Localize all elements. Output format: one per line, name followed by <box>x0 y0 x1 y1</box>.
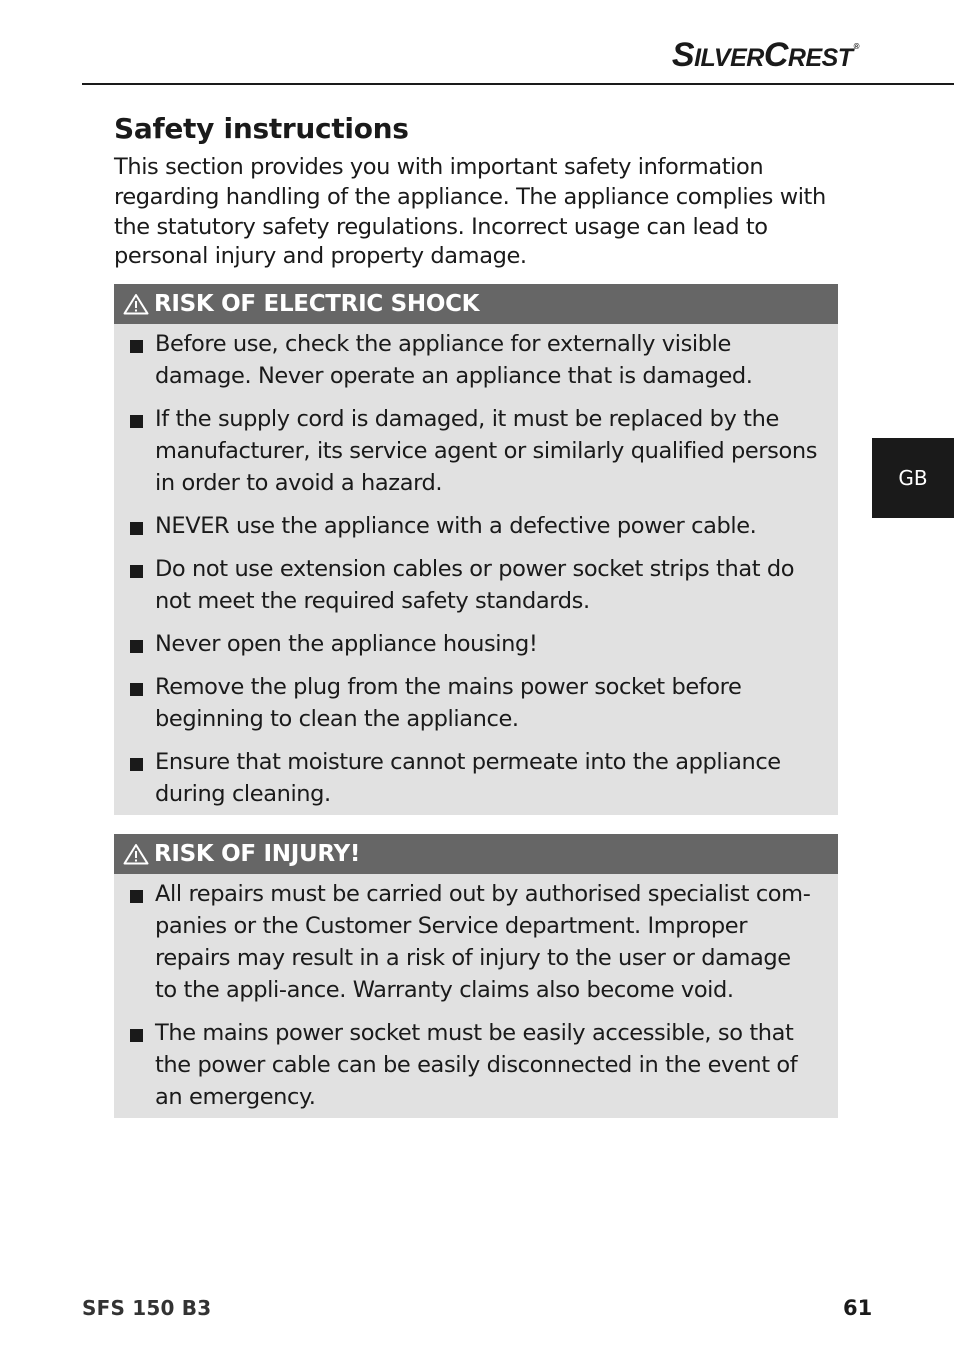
list-item: The mains power socket must be easily accessible, so that the power cable can be easily disconnected in the event of an emergency. <box>128 1017 818 1113</box>
list-item: Remove the plug from the mains power socket before beginning to clean the appliance. <box>128 671 818 735</box>
warning-triangle-icon <box>123 293 149 315</box>
header-rule <box>82 83 954 85</box>
square-bullet-icon <box>130 683 143 696</box>
warning-triangle-icon <box>123 843 149 865</box>
warning-list <box>114 324 838 815</box>
list-item: All repairs must be carried out by authorised specialist com-panies or the Customer Service department. Improper repairs may result in a risk of injury to the user or damage to the appli-ance. Warranty claims also become void. <box>128 878 818 1006</box>
silvercrest-logo: SILVERCREST® <box>671 36 859 74</box>
section-title: Safety instructions <box>114 112 409 145</box>
square-bullet-icon <box>130 415 143 428</box>
square-bullet-icon <box>130 758 143 771</box>
safety-section <box>114 112 838 1118</box>
list-item: Do not use extension cables or power socket strips that do not meet the required safety standards. <box>128 553 818 617</box>
square-bullet-icon <box>130 522 143 535</box>
square-bullet-icon <box>130 1029 143 1042</box>
list-item: Never open the appliance housing! <box>128 628 818 660</box>
square-bullet-icon <box>130 890 143 903</box>
intro-paragraph: This section provides you with important safety information regarding handling of the appliance. The appliance complies with the statutory safety regulations. Incorrect usage can lead to personal injury and property damage. <box>114 154 826 270</box>
warning-list <box>114 874 838 1118</box>
model-number: SFS 150 B3 <box>82 1296 212 1320</box>
page-number: 61 <box>843 1296 873 1320</box>
square-bullet-icon <box>130 640 143 653</box>
square-bullet-icon <box>130 340 143 353</box>
warning-box-electric-shock <box>114 284 838 815</box>
list-item: Ensure that moisture cannot permeate into the appliance during cleaning. <box>128 746 818 810</box>
warning-title: RISK OF ELECTRIC SHOCK <box>154 291 480 318</box>
list-item: Before use, check the appliance for externally visible damage. Never operate an appliance that is damaged. <box>128 328 818 392</box>
warning-header <box>114 834 838 874</box>
square-bullet-icon <box>130 565 143 578</box>
warning-box-injury <box>114 834 838 1118</box>
language-tab: GB <box>872 438 954 518</box>
warning-title: RISK OF INJURY! <box>154 841 361 868</box>
list-item: NEVER use the appliance with a defective power cable. <box>128 510 818 542</box>
list-item: If the supply cord is damaged, it must be replaced by the manufacturer, its service agent or similarly qualified persons in order to avoid a hazard. <box>128 403 818 499</box>
warning-header <box>114 284 838 324</box>
